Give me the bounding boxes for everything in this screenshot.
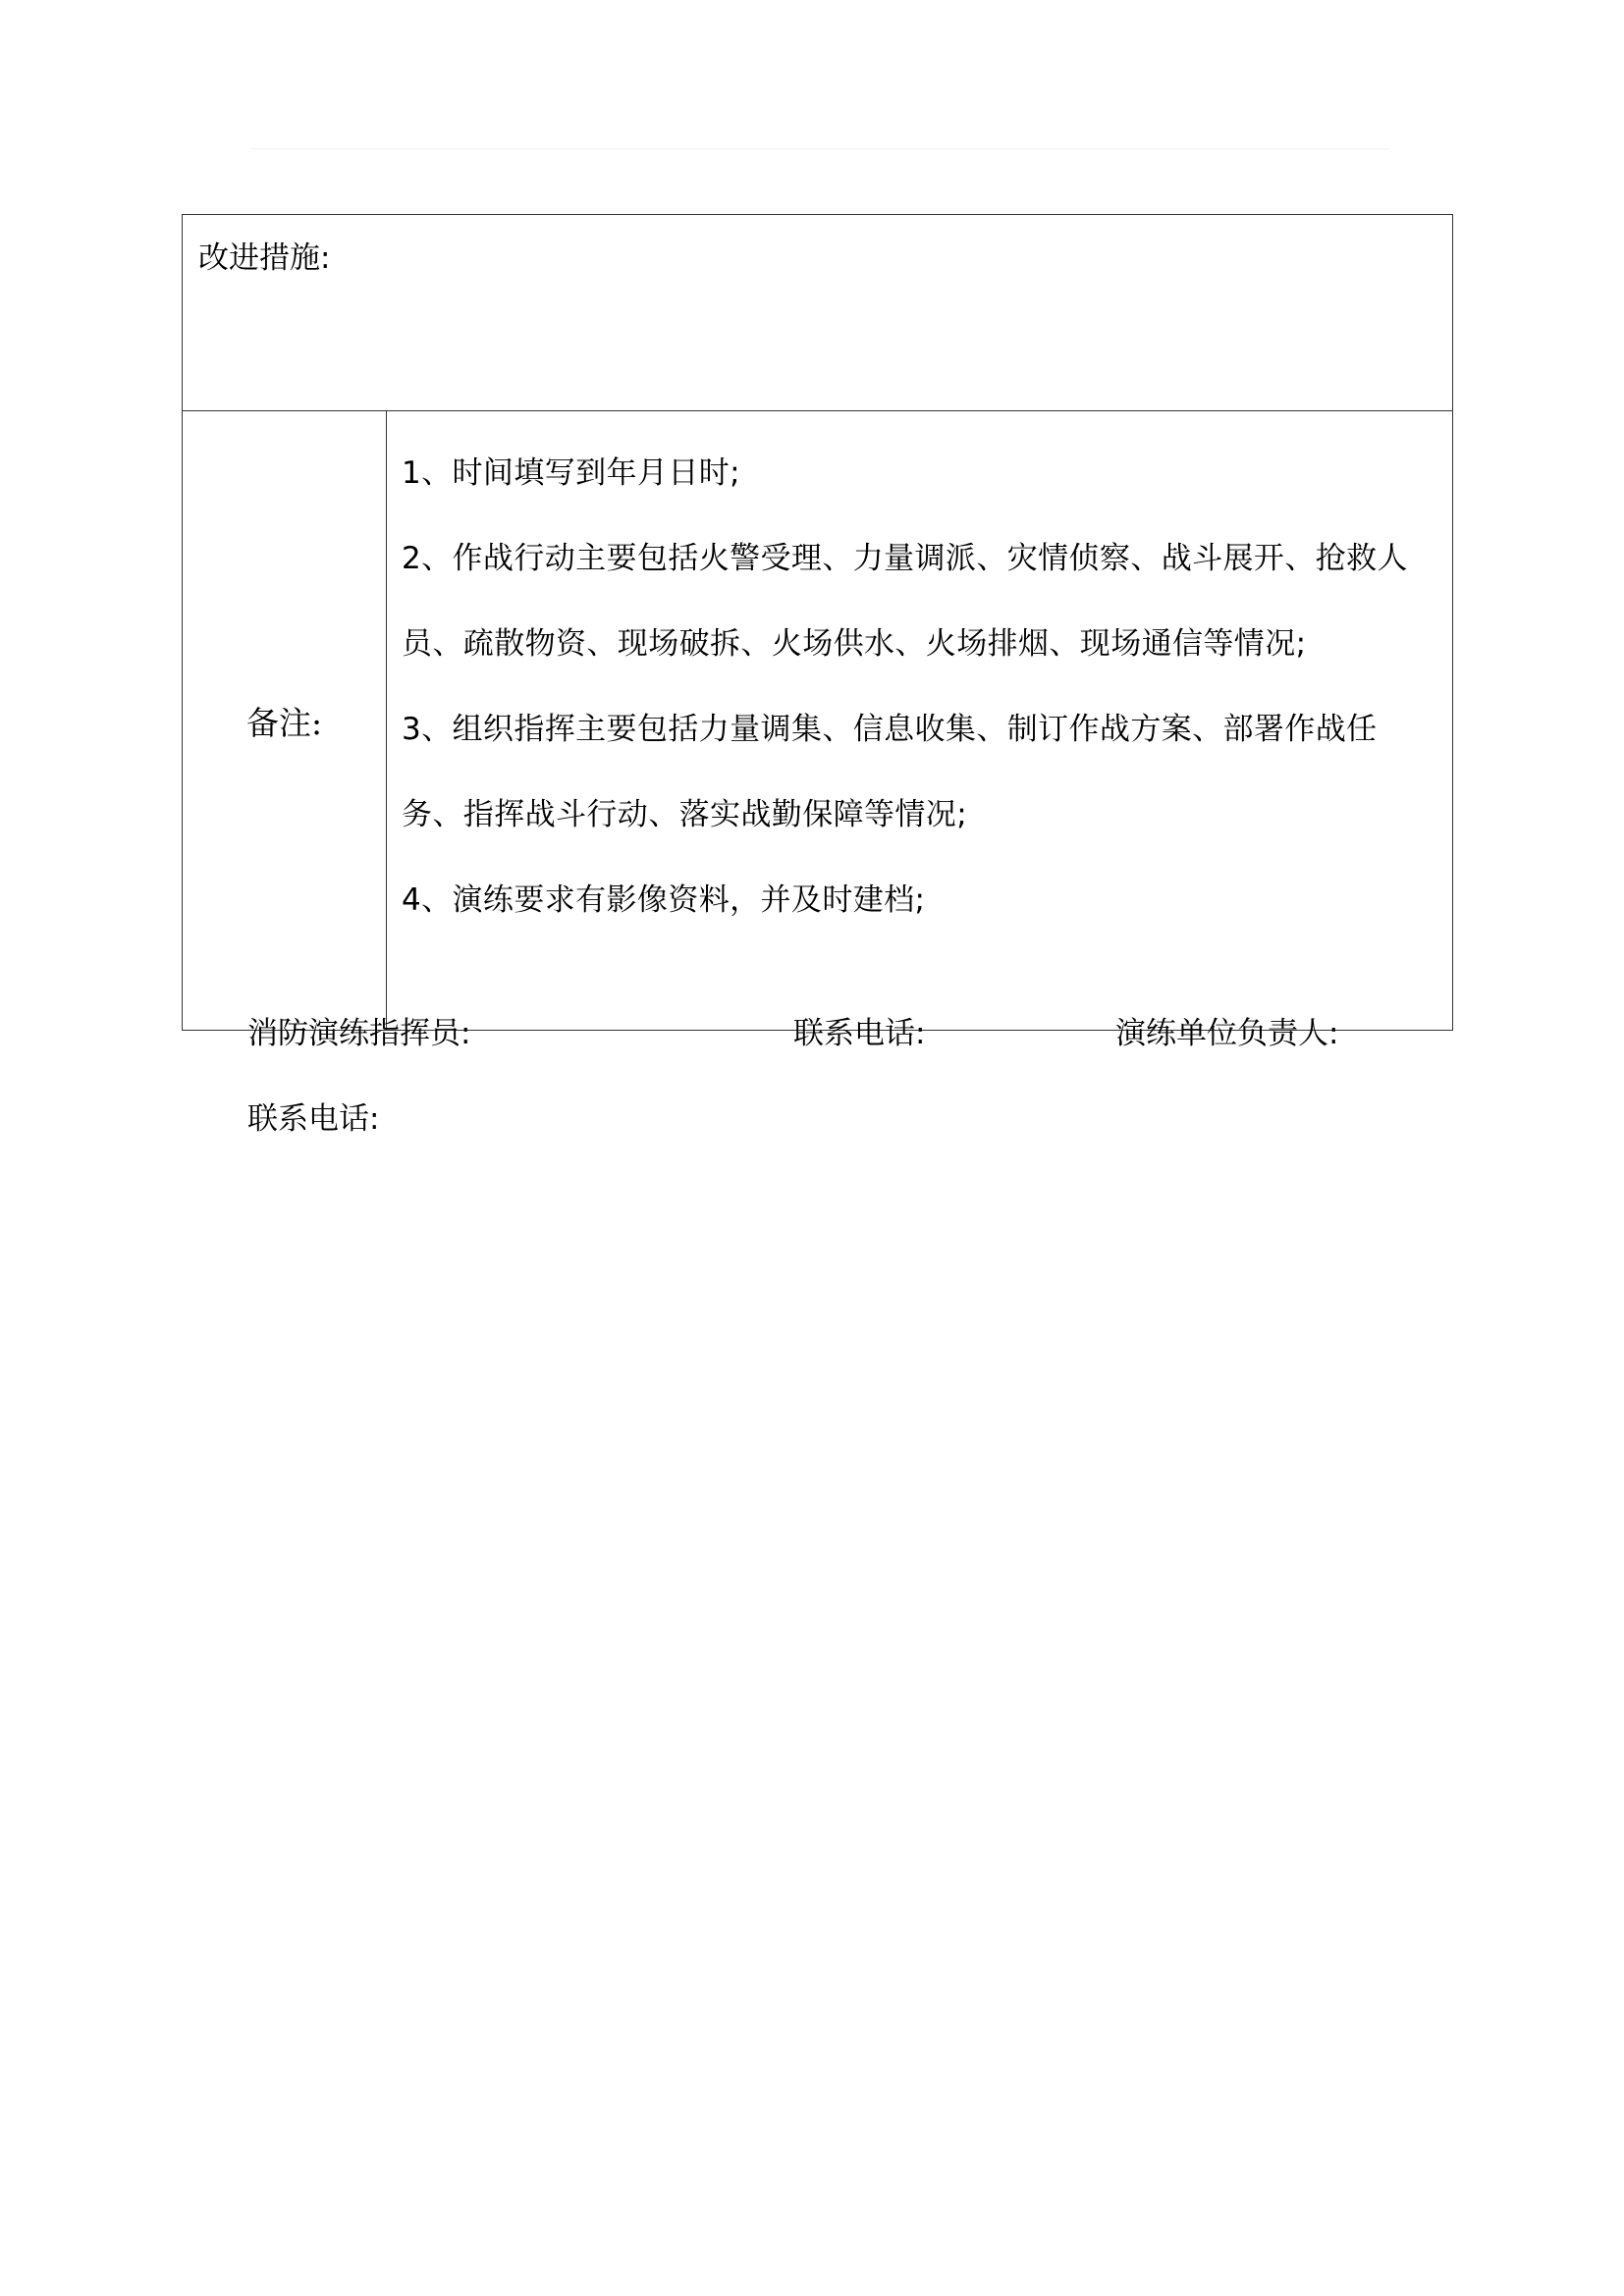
remarks-row xyxy=(183,411,1453,1031)
remarks-label-cell xyxy=(183,411,387,1031)
commander-label: 消防演练指挥员: xyxy=(247,1016,471,1051)
remark-item-2: 2、作战行动主要包括火警受理、力量调派、灾情侦察、战斗展开、抢救人员、疏散物资、现场破拆、火场供水、火场排烟、现场通信等情况; xyxy=(402,541,1408,662)
improvement-row xyxy=(183,215,1453,411)
unit-leader-label: 演练单位负责人: xyxy=(1115,1016,1339,1051)
remarks-label: 备注: xyxy=(245,703,323,742)
remark-item-4: 4、演练要求有影像资料，并及时建档; xyxy=(402,882,926,918)
remarks-content-cell xyxy=(387,411,1453,1031)
improvement-label: 改进措施: xyxy=(198,240,331,276)
remark-item-1: 1、时间填写到年月日时; xyxy=(402,455,740,491)
remark-item-3: 3、组织指挥主要包括力量调集、信息收集、制订作战方案、部署作战任务、指挥战斗行动、落实战勤保障等情况; xyxy=(402,712,1378,832)
commander-phone-label: 联系电话: xyxy=(793,1016,926,1051)
page-header-rule xyxy=(250,148,1389,149)
unit-leader-phone-label: 联系电话: xyxy=(247,1101,380,1137)
drill-record-table xyxy=(182,214,1453,1031)
improvement-cell[interactable] xyxy=(183,215,1453,411)
